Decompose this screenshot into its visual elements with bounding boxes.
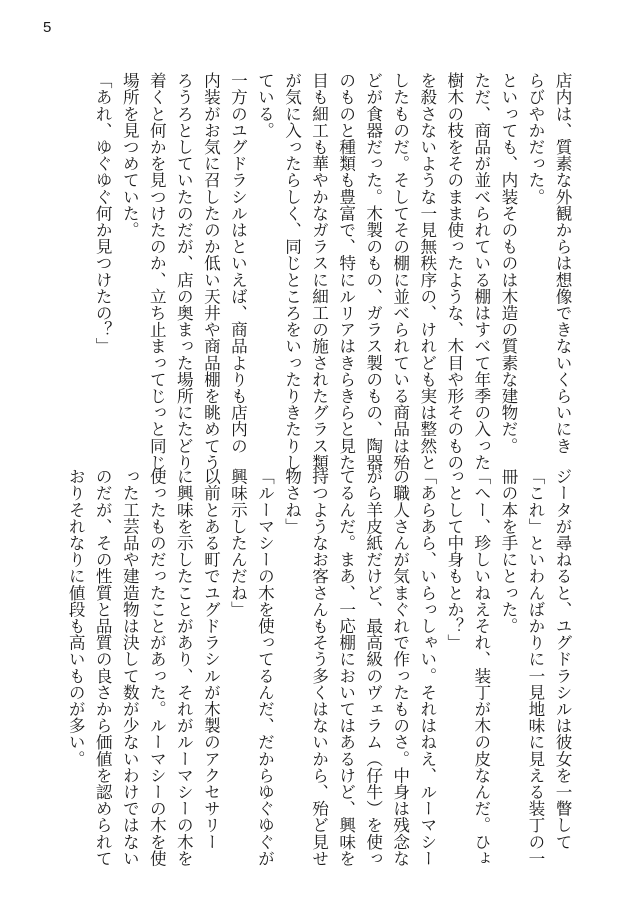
text-line: ろうろとしていたのだが、店の奥まった場所にたどり: [174, 72, 194, 471]
text-line: 一方のユグドラシルはといえば、商品よりも店内の: [228, 72, 248, 454]
text-line: どが食器だった。木製のもの、ガラス製のもの、陶器: [363, 72, 383, 471]
text-line: に興味を示したことがあり、それがルーマシーの木を: [174, 468, 194, 867]
text-line: のものと種類も豊富で、特にルリアはきらきらと見た: [336, 72, 356, 471]
text-line: っとして中身もとか？」: [444, 468, 464, 651]
text-line: らびやかだった。: [525, 72, 545, 205]
text-line: 「ルーマシーの木を使ってるんだ、だからゆぐゆぐが: [255, 468, 275, 867]
text-line: 樹木の枝をそのまま使ったような、木目や形そのもの: [444, 72, 464, 471]
text-line: 冊の本を手にとった。: [498, 468, 518, 634]
text-line: 着くと何かを見つけたのか、立ち止まってじっと同じ: [147, 72, 167, 471]
text-line: ている。: [255, 72, 275, 139]
page-number: 5: [43, 19, 52, 36]
text-line: したものだ。そしてその棚に並べられている商品は殆: [390, 72, 410, 471]
text-line: 店内は、質素な外観からは想像できないくらいにき: [553, 72, 572, 454]
text-line: ただ、商品が並べられている棚はすべて年季の入った: [471, 72, 491, 471]
text-line: が気に入ったらしく、同じところをいったりきたりし: [282, 72, 302, 471]
text-line: を殺さないような一見無秩序の、けれども実は整然と: [417, 72, 437, 471]
text-line: 「へー、珍しいねえそれ、装丁が木の皮なんだ。ひょ: [471, 468, 491, 867]
text-line: がら羊皮紙だけど、最高級のヴェラム（仔牛）を使っ: [363, 468, 383, 867]
text-line: おりそれなりに値段も高いものが多い。: [66, 468, 86, 767]
text-line: ジータが尋ねると、ユグドラシルは彼女を一瞥して: [553, 468, 572, 850]
text-line: 「あれ、ゆぐゆぐ何か見つけたの？」: [93, 72, 113, 355]
text-line: 「あらあら、いらっしゃい。それはねえ、ルーマシー: [417, 468, 437, 867]
lower-text-block: [62, 468, 576, 867]
text-line: 使ったものだったことがあった。ルーマシーの木を使: [147, 468, 167, 867]
text-line: てるんだ。まあ、一応棚においてはあるけど、興味を: [336, 468, 356, 867]
text-line: といっても、内装そのものは木造の質素な建物だ。: [498, 72, 518, 454]
text-line: のだが、その性質と品質の良さから価値を認められて: [93, 468, 113, 867]
text-line: った工芸品や建造物は決して数が少ないわけではない: [120, 468, 140, 867]
text-line: 以前とある町でユグドラシルが木製のアクセサリー: [201, 468, 221, 850]
text-line: 物さね」: [282, 468, 302, 535]
text-line: 「これ」といわんばかりに一見地味に見える装丁の一: [525, 468, 545, 867]
text-line: の職人さんが気まぐれで作ったものさ。中身は残念な: [390, 468, 410, 867]
text-line: 興味示したんだね」: [228, 468, 248, 618]
text-line: 目も細工も華やかなガラスに細工の施されたグラス類: [309, 72, 329, 471]
upper-text-block: [89, 72, 576, 471]
text-line: 内装がお気に召したのか低い天井や商品棚を眺めてう: [201, 72, 221, 471]
text-line: 持つようなお客さんもそう多くはないから、殆ど見せ: [309, 468, 329, 867]
text-line: 場所を見つめていた。: [120, 72, 140, 238]
